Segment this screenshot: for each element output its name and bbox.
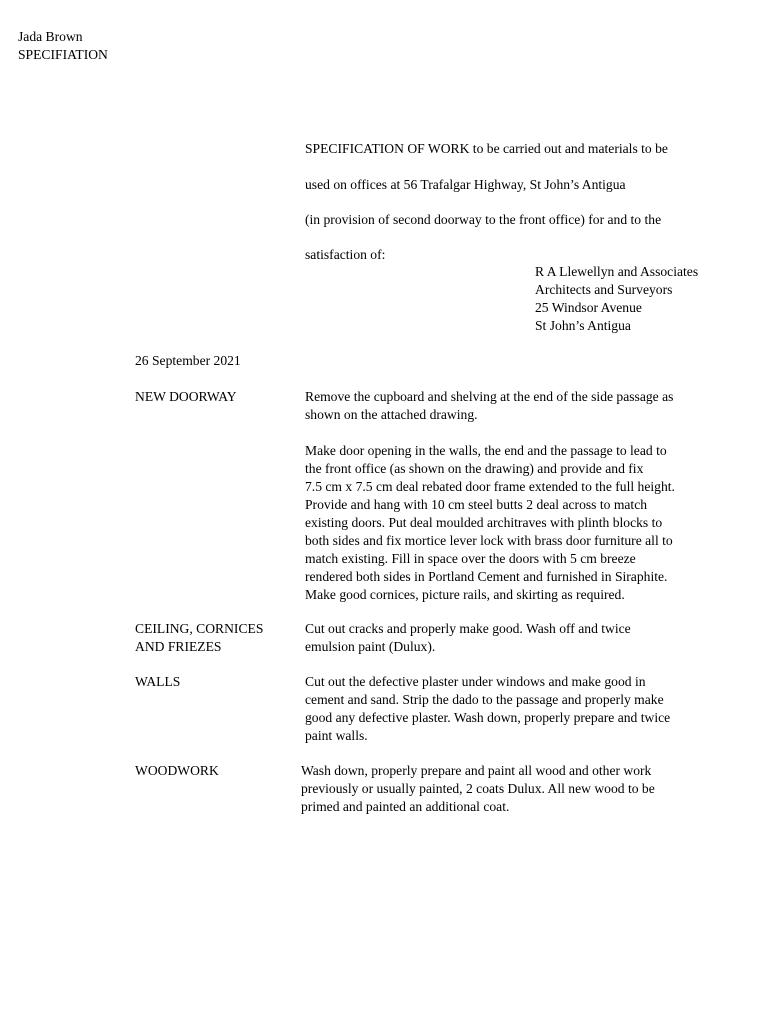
paragraph (305, 673, 725, 745)
section-body (301, 762, 721, 816)
document-date: 26 September 2021 (135, 353, 241, 368)
section-label-line: NEW DOORWAY (135, 389, 237, 404)
intro-line: satisfaction of: (305, 247, 386, 262)
address-line: 25 Windsor Avenue (535, 300, 642, 315)
paragraph (305, 442, 725, 604)
address-line: R A Llewellyn and Associates (535, 264, 699, 279)
text-line: Wash down, properly prepare and paint all wood and other work (301, 763, 652, 778)
text-line: match existing. Fill in space over the doors with 5 cm breeze (305, 551, 636, 566)
section-label-line: WOODWORK (135, 763, 219, 778)
text-line: Cut out cracks and properly make good. Wash off and twice (305, 621, 631, 636)
author-name: Jada Brown (18, 29, 83, 44)
intro-line: used on offices at 56 Trafalgar Highway, St John’s Antigua (305, 177, 626, 192)
section-label (135, 388, 237, 406)
text-line: Make door opening in the walls, the end and the passage to lead to (305, 443, 667, 458)
paragraph (305, 620, 725, 656)
text-line: Remove the cupboard and shelving at the end of the side passage as (305, 389, 674, 404)
text-line: existing doors. Put deal moulded architraves with plinth blocks to (305, 515, 663, 530)
section-label-line: WALLS (135, 674, 181, 689)
text-line: primed and painted an additional coat. (301, 799, 510, 814)
section-body (305, 620, 725, 656)
text-line: Make good cornices, picture rails, and skirting as required. (305, 587, 625, 602)
section-label (135, 673, 180, 691)
text-line: rendered both sides in Portland Cement and furnished in Siraphite. (305, 569, 668, 584)
section-label-line: AND FRIEZES (135, 639, 222, 654)
section-label-line: CEILING, CORNICES (135, 621, 264, 636)
text-line: cement and sand. Strip the dado to the passage and properly make (305, 692, 664, 707)
address-line: St John’s Antigua (535, 318, 631, 333)
text-line: 7.5 cm x 7.5 cm deal rebated door frame extended to the full height. (305, 479, 675, 494)
paragraph (305, 388, 725, 424)
section-body (305, 673, 725, 745)
intro-line: SPECIFICATION OF WORK to be carried out and materials to be (305, 141, 668, 156)
section-label (135, 762, 219, 780)
text-line: the front office (as shown on the drawing) and provide and fix (305, 461, 644, 476)
text-line: good any defective plaster. Wash down, properly prepare and twice (305, 710, 671, 725)
text-line: paint walls. (305, 728, 368, 743)
text-line: both sides and fix mortice lever lock with brass door furniture all to (305, 533, 673, 548)
document-type: SPECIFIATION (18, 47, 108, 62)
address-line: Architects and Surveyors (535, 282, 673, 297)
section-body (305, 388, 725, 604)
text-line: emulsion paint (Dulux). (305, 639, 436, 654)
text-line: shown on the attached drawing. (305, 407, 478, 422)
text-line: Provide and hang with 10 cm steel butts 2 deal across to match (305, 497, 648, 512)
text-line: Cut out the defective plaster under windows and make good in (305, 674, 646, 689)
intro-line: (in provision of second doorway to the front office) for and to the (305, 212, 662, 227)
text-line: previously or usually painted, 2 coats Dulux. All new wood to be (301, 781, 655, 796)
section-label (135, 620, 263, 656)
paragraph (301, 762, 721, 816)
